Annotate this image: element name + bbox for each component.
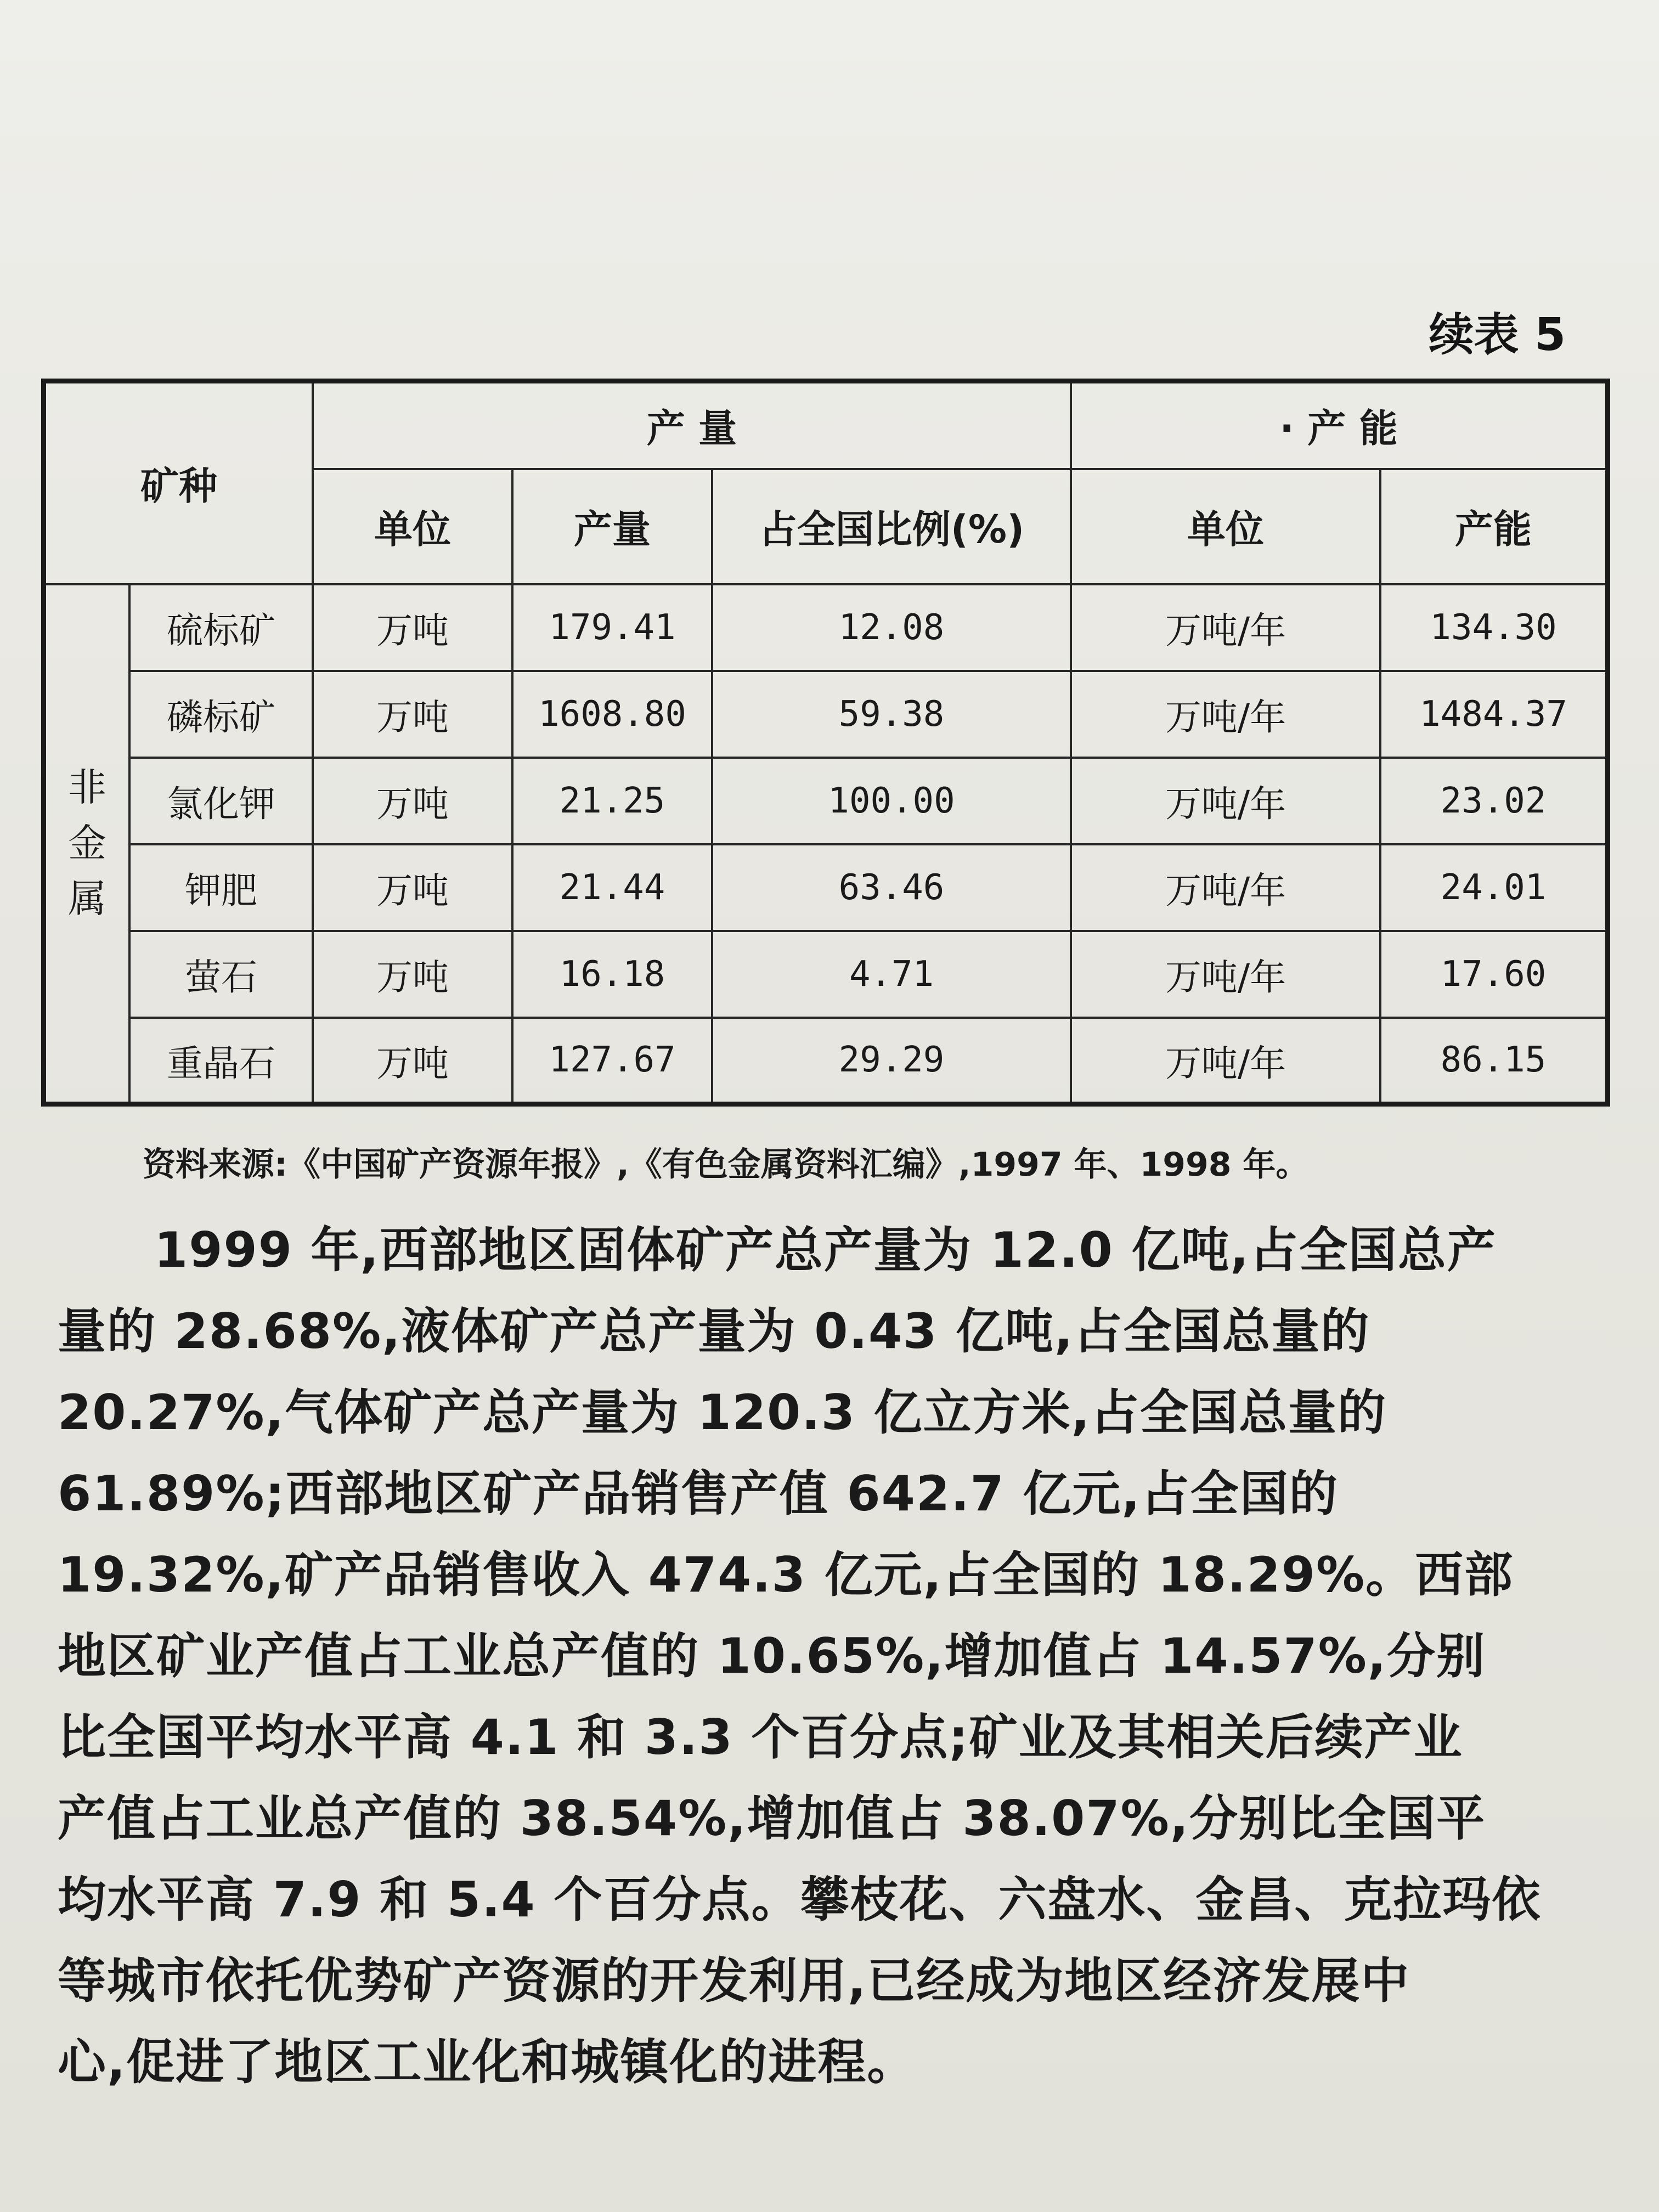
cap-unit-cell: 万吨/年 [1071,584,1380,671]
body-paragraph [58,1210,1605,2103]
cap-unit-cell: 万吨/年 [1071,758,1380,844]
table-header-row-1 [44,381,1608,469]
output-cell: 179.41 [512,584,712,671]
capacity-cell: 17.60 [1380,931,1608,1018]
table-row [44,931,1608,1018]
header-share: 占全国比例(%) [712,469,1071,584]
paragraph-line: 61.89%;西部地区矿产品销售产值 642.7 亿元,占全国的 [58,1465,1339,1522]
unit-cell: 万吨 [313,1018,512,1104]
table-row [44,671,1608,758]
paragraph-line: 19.32%,矿产品销售收入 474.3 亿元,占全国的 18.29%。西部 [58,1547,1514,1603]
paragraph-line: 1999 年,西部地区固体矿产总产量为 12.0 亿吨,占全国总产 [154,1222,1497,1278]
share-cell: 29.29 [712,1018,1071,1104]
header-capacity: 产能 [1380,469,1608,584]
unit-cell: 万吨 [313,671,512,758]
cap-unit-cell: 万吨/年 [1071,844,1380,931]
header-cap-unit: 单位 [1071,469,1380,584]
category-non-metal: 非 金 属 [44,584,130,1104]
cap-unit-cell: 万吨/年 [1071,1018,1380,1104]
paragraph-line: 均水平高 7.9 和 5.4 个百分点。攀枝花、六盘水、金昌、克拉玛依 [58,1871,1542,1928]
mineral-name: 萤石 [129,931,313,1018]
capacity-cell: 86.15 [1380,1018,1608,1104]
header-production-group: 产 量 [313,381,1071,469]
output-cell: 21.25 [512,758,712,844]
share-cell: 4.71 [712,931,1071,1018]
paragraph-line: 产值占工业总产值的 38.54%,增加值占 38.07%,分别比全国平 [58,1790,1486,1847]
output-cell: 127.67 [512,1018,712,1104]
mineral-name: 重晶石 [129,1018,313,1104]
table-row [44,1018,1608,1104]
table-continued-label: 续表 5 [1429,309,1566,361]
cap-unit-cell: 万吨/年 [1071,931,1380,1018]
output-cell: 21.44 [512,844,712,931]
mineral-name: 硫标矿 [129,584,313,671]
capacity-cell: 23.02 [1380,758,1608,844]
paragraph-line: 20.27%,气体矿产总产量为 120.3 亿立方米,占全国总量的 [58,1384,1387,1441]
mineral-name: 磷标矿 [129,671,313,758]
capacity-cell: 1484.37 [1380,671,1608,758]
unit-cell: 万吨 [313,844,512,931]
header-unit: 单位 [313,469,512,584]
table-row [44,758,1608,844]
share-cell: 59.38 [712,671,1071,758]
table-source-note: 资料来源:《中国矿产资源年报》,《有色金属资料汇编》,1997 年、1998 年。 [143,1146,1309,1184]
capacity-cell: 134.30 [1380,584,1608,671]
paragraph-line: 量的 28.68%,液体矿产总产量为 0.43 亿吨,占全国总量的 [58,1303,1370,1359]
header-output: 产量 [512,469,712,584]
share-cell: 63.46 [712,844,1071,931]
unit-cell: 万吨 [313,584,512,671]
output-cell: 16.18 [512,931,712,1018]
share-cell: 12.08 [712,584,1071,671]
header-capacity-group: · 产 能 [1071,381,1608,469]
table-row [44,584,1608,671]
mineral-name: 钾肥 [129,844,313,931]
unit-cell: 万吨 [313,758,512,844]
mineral-name: 氯化钾 [129,758,313,844]
table-row [44,844,1608,931]
paragraph-line: 等城市依托优势矿产资源的开发利用,已经成为地区经济发展中 [58,1953,1410,2009]
mineral-production-table [41,379,1610,1107]
capacity-cell: 24.01 [1380,844,1608,931]
paragraph-line: 比全国平均水平高 4.1 和 3.3 个百分点;矿业及其相关后续产业 [58,1709,1463,1765]
cap-unit-cell: 万吨/年 [1071,671,1380,758]
paragraph-line: 心,促进了地区工业化和城镇化的进程。 [58,2034,917,2090]
unit-cell: 万吨 [313,931,512,1018]
output-cell: 1608.80 [512,671,712,758]
header-mineral: 矿种 [44,381,313,584]
share-cell: 100.00 [712,758,1071,844]
paragraph-line: 地区矿业产值占工业总产值的 10.65%,增加值占 14.57%,分别 [58,1628,1486,1684]
